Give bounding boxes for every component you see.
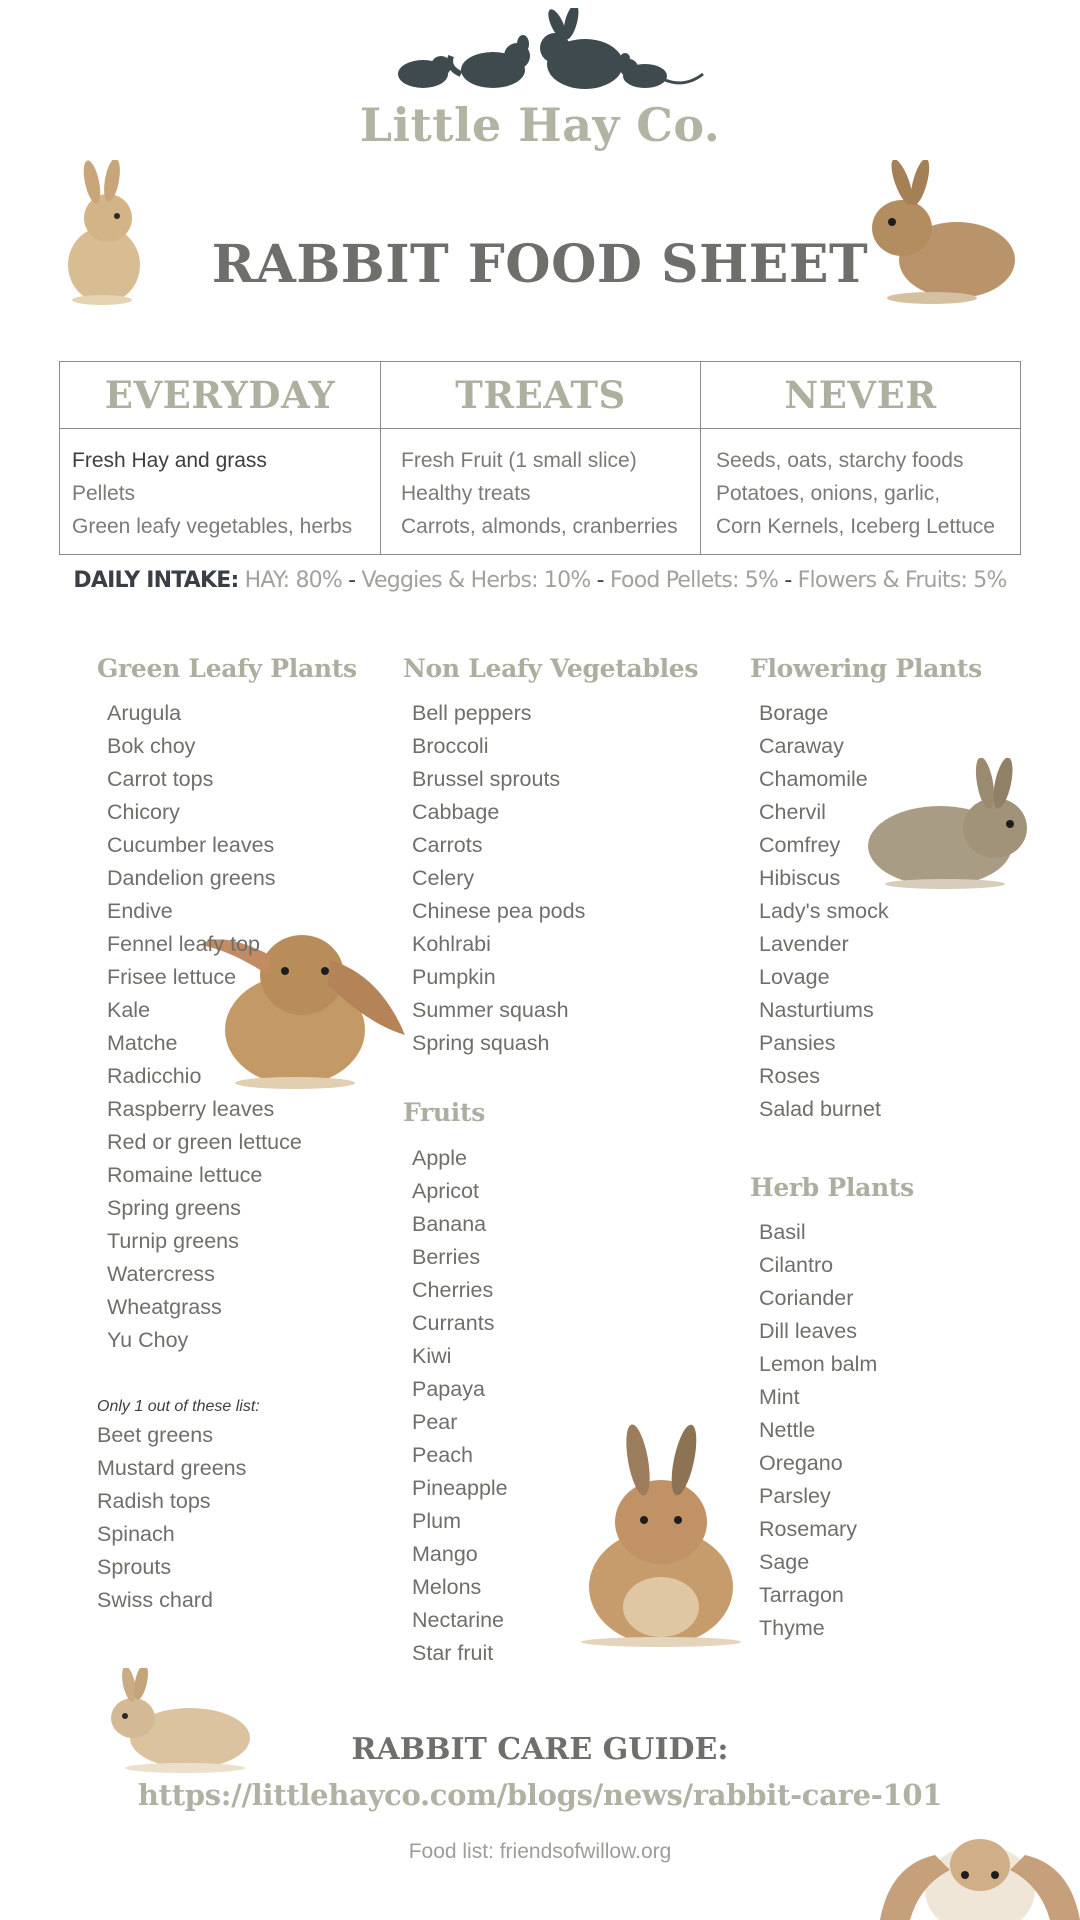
- list-item: Fennel leafy top: [107, 932, 260, 956]
- list-item: Cucumber leaves: [107, 833, 275, 857]
- category-title-non-leafy: Non Leafy Vegetables: [403, 654, 699, 683]
- daily-intake: [0, 568, 1080, 593]
- list-item: Radish tops: [97, 1489, 211, 1513]
- list-item: Borage: [759, 701, 829, 725]
- rabbit-lying-right-icon: [865, 758, 1030, 890]
- list-item: Parsley: [759, 1484, 831, 1508]
- list-item: Frisee lettuce: [107, 965, 237, 989]
- list-item: Swiss chard: [97, 1588, 213, 1612]
- summary-item: Healthy treats: [401, 482, 531, 505]
- list-item: Caraway: [759, 734, 844, 758]
- list-item: Celery: [412, 866, 475, 890]
- list-item: Rosemary: [759, 1517, 857, 1541]
- food-list-source: Food list: friendsofwillow.org: [408, 1840, 672, 1863]
- summary-column-everyday: [60, 362, 380, 554]
- care-guide-title: RABBIT CARE GUIDE:: [351, 1732, 729, 1767]
- list-item: Salad burnet: [759, 1097, 881, 1121]
- list-item: Basil: [759, 1220, 806, 1244]
- intake-separator: -: [784, 568, 792, 593]
- list-item: Nasturtiums: [759, 998, 874, 1022]
- list-item: Carrot tops: [107, 767, 214, 791]
- list-item: Chinese pea pods: [412, 899, 586, 923]
- list-item: Kale: [107, 998, 151, 1022]
- summary-column-never: [700, 362, 1020, 554]
- list-green-leafy-limited: [97, 1419, 246, 1617]
- list-item: Nectarine: [412, 1608, 505, 1632]
- summary-item: Fresh Hay and grass: [72, 449, 267, 472]
- list-item: Chicory: [107, 800, 180, 824]
- list-item: Wheatgrass: [107, 1295, 222, 1319]
- rabbit-lop-bottom-right-icon: [880, 1815, 1080, 1920]
- list-item: Matche: [107, 1031, 178, 1055]
- list-item: Sprouts: [97, 1555, 172, 1579]
- list-item: Lovage: [759, 965, 830, 989]
- list-item: Spring greens: [107, 1196, 241, 1220]
- list-item: Mint: [759, 1385, 800, 1409]
- intake-flowers: Flowers & Fruits: 5%: [797, 568, 1007, 593]
- list-item: Apricot: [412, 1179, 479, 1203]
- intake-separator: -: [348, 568, 356, 593]
- list-item: Dandelion greens: [107, 866, 276, 890]
- limited-note: Only 1 out of these list:: [97, 1398, 260, 1415]
- summary-heading: NEVER: [701, 362, 1020, 429]
- list-item: Papaya: [412, 1377, 485, 1401]
- category-title-green-leafy: Green Leafy Plants: [97, 654, 357, 683]
- summary-heading: TREATS: [381, 362, 700, 429]
- list-item: Chervil: [759, 800, 826, 824]
- list-item: Kiwi: [412, 1344, 452, 1368]
- list-item: Watercress: [107, 1262, 215, 1286]
- brand-name: Little Hay Co.: [359, 98, 721, 152]
- care-guide-link[interactable]: https://littlehayco.com/blogs/news/rabbit-care-101: [137, 1778, 943, 1812]
- list-item: Pineapple: [412, 1476, 508, 1500]
- list-item: Beet greens: [97, 1423, 213, 1447]
- list-item: Currants: [412, 1311, 495, 1335]
- list-item: Cabbage: [412, 800, 500, 824]
- category-title-flowering: Flowering Plants: [750, 654, 982, 683]
- summary-column-treats: [380, 362, 700, 554]
- list-item: Plum: [412, 1509, 461, 1533]
- summary-heading: EVERYDAY: [60, 362, 380, 429]
- list-item: Pansies: [759, 1031, 836, 1055]
- list-item: Raspberry leaves: [107, 1097, 275, 1121]
- list-item: Tarragon: [759, 1583, 844, 1607]
- list-item: Melons: [412, 1575, 482, 1599]
- list-item: Romaine lettuce: [107, 1163, 263, 1187]
- list-item: Arugula: [107, 701, 182, 725]
- list-item: Roses: [759, 1064, 820, 1088]
- list-item: Carrots: [412, 833, 483, 857]
- list-item: Star fruit: [412, 1641, 494, 1665]
- list-item: Pumpkin: [412, 965, 496, 989]
- list-item: Apple: [412, 1146, 467, 1170]
- summary-item: Seeds, oats, starchy foods: [716, 449, 964, 472]
- list-item: Endive: [107, 899, 173, 923]
- logo-animals-icon: [395, 8, 705, 94]
- list-item: Comfrey: [759, 833, 841, 857]
- summary-item: Corn Kernels, Iceberg Lettuce: [716, 515, 995, 538]
- intake-pellets: Food Pellets: 5%: [609, 568, 779, 593]
- list-item: Sage: [759, 1550, 810, 1574]
- category-title-herb: Herb Plants: [750, 1173, 914, 1202]
- list-item: Lemon balm: [759, 1352, 878, 1376]
- rabbit-sitting-right-icon: [862, 160, 1017, 305]
- list-item: Nettle: [759, 1418, 816, 1442]
- daily-intake-label: DAILY INTAKE:: [73, 568, 239, 593]
- list-item: Banana: [412, 1212, 487, 1236]
- list-item: Chamomile: [759, 767, 868, 791]
- summary-item: Pellets: [72, 482, 136, 505]
- list-item: Oregano: [759, 1451, 843, 1475]
- summary-item: Green leafy vegetables, herbs: [72, 515, 353, 538]
- list-item: Dill leaves: [759, 1319, 857, 1343]
- list-non-leafy: [412, 697, 585, 1060]
- list-item: Summer squash: [412, 998, 569, 1022]
- list-herb: [759, 1216, 877, 1645]
- list-item: Coriander: [759, 1286, 854, 1310]
- list-item: Radicchio: [107, 1064, 202, 1088]
- list-item: Cherries: [412, 1278, 494, 1302]
- summary-table: [59, 361, 1021, 555]
- list-item: Lady's smock: [759, 899, 889, 923]
- summary-item: Carrots, almonds, cranberries: [401, 515, 678, 538]
- list-item: Spinach: [97, 1522, 175, 1546]
- list-item: Brussel sprouts: [412, 767, 561, 791]
- intake-separator: -: [596, 568, 604, 593]
- summary-item: Fresh Fruit (1 small slice): [401, 449, 637, 472]
- list-item: Broccoli: [412, 734, 489, 758]
- list-green-leafy: [107, 697, 302, 1357]
- list-item: Kohlrabi: [412, 932, 491, 956]
- list-item: Mustard greens: [97, 1456, 247, 1480]
- list-item: Bell peppers: [412, 701, 532, 725]
- list-item: Bok choy: [107, 734, 196, 758]
- page-title: RABBIT FOOD SHEET: [211, 234, 869, 295]
- list-item: Peach: [412, 1443, 473, 1467]
- list-item: Mango: [412, 1542, 478, 1566]
- list-item: Yu Choy: [107, 1328, 189, 1352]
- list-item: Thyme: [759, 1616, 825, 1640]
- list-item: Spring squash: [412, 1031, 550, 1055]
- list-item: Hibiscus: [759, 866, 841, 890]
- list-item: Cilantro: [759, 1253, 834, 1277]
- category-title-fruits: Fruits: [403, 1098, 485, 1127]
- list-item: Lavender: [759, 932, 849, 956]
- list-item: Red or green lettuce: [107, 1130, 302, 1154]
- list-fruits: [412, 1142, 508, 1670]
- rabbit-front-facing-icon: [572, 1422, 750, 1647]
- list-flowering: [759, 697, 889, 1126]
- list-item: Turnip greens: [107, 1229, 239, 1253]
- summary-item: Potatoes, onions, garlic,: [716, 482, 941, 505]
- intake-veggies: Veggies & Herbs: 10%: [361, 568, 591, 593]
- list-item: Pear: [412, 1410, 458, 1434]
- rabbit-sitting-left-icon: [62, 160, 147, 305]
- intake-hay: HAY: 80%: [244, 568, 342, 593]
- list-item: Berries: [412, 1245, 481, 1269]
